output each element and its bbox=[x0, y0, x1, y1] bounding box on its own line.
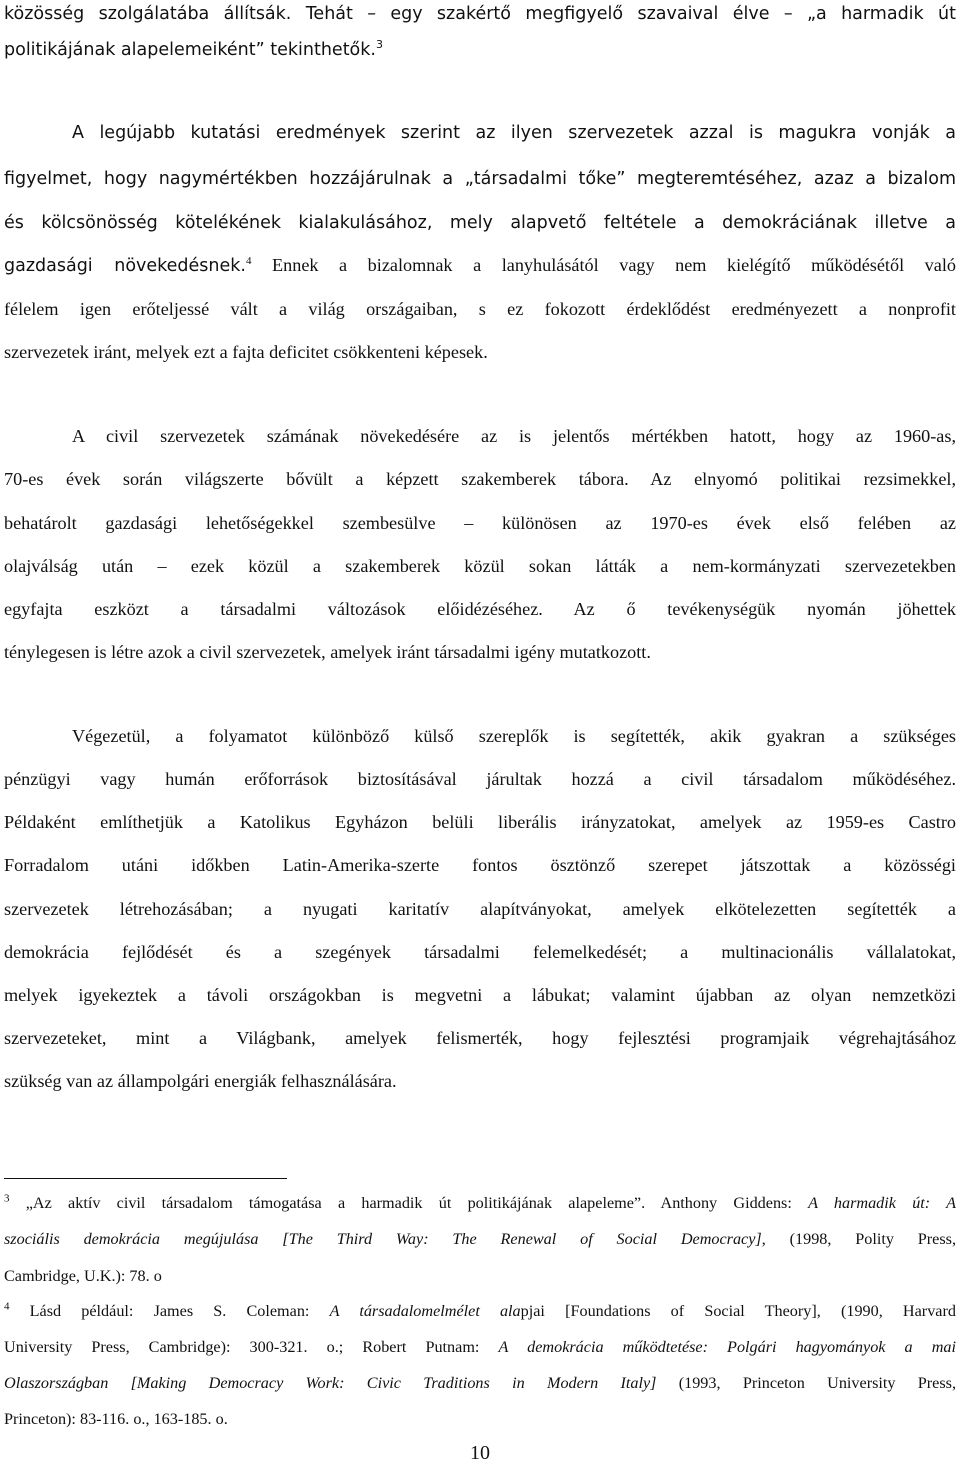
body-line: szükség van az állampolgári energiák felhasználására. bbox=[4, 1071, 397, 1091]
body-line: behatárolt gazdasági lehetőségekkel szembesülve – különösen az 1970-es évek első felében az bbox=[4, 513, 956, 533]
paragraph-first-line: A civil szervezetek számának növekedésére az is jelentős mértékben hatott, hogy az 1960-as, bbox=[72, 426, 956, 446]
body-line: szervezetek létrehozásában; a nyugati karitatív alapítványokat, amelyek elkötelezetten segítették a bbox=[4, 899, 956, 919]
body-line: szervezeteket, mint a Világbank, amelyek felismerték, hogy fejlesztési programjaik végrehajtásához bbox=[4, 1028, 956, 1048]
footnote-ref-3[interactable]: 3 bbox=[375, 38, 383, 52]
footnote-divider bbox=[4, 1178, 287, 1179]
body-line: 70-es évek során világszerte bővült a képzett szakemberek tábora. Az elnyomó politikai rezsimekkel, bbox=[4, 469, 956, 489]
footnote-ref-4[interactable]: 4 bbox=[245, 254, 252, 267]
footnote-line: Olaszországban [Making Democracy Work: Civic Traditions in Modern Italy] (1993, Princeton University Press, bbox=[4, 1374, 956, 1392]
footnote-line: Princeton): 83-116. o., 163-185. o. bbox=[4, 1410, 228, 1428]
footnote-line: Cambridge, U.K.): 78. o bbox=[4, 1267, 162, 1285]
body-line: és kölcsönösség kötelékének kialakulásához, mely alapvető feltétele a demokráciának illetve a bbox=[4, 213, 956, 233]
body-line: félelem igen erőteljessé vált a világ országaiban, s ez fokozott érdeklődést eredményezett a nonprofit bbox=[4, 299, 956, 319]
paragraph-first-line: A legújabb kutatási eredmények szerint az ilyen szervezetek azzal is magukra vonják a bbox=[72, 123, 956, 143]
body-line: szervezetek iránt, melyek ezt a fajta deficitet csökkenteni képesek. bbox=[4, 342, 488, 362]
footnote-line: szociális demokrácia megújulása [The Third Way: The Renewal of Social Democracy], (1998, Polity Press, bbox=[4, 1230, 956, 1248]
body-line: közösség szolgálatába állítsák. Tehát – egy szakértő megfigyelő szavaival élve – „a harmadik út bbox=[4, 4, 956, 24]
footnote-4: $^4$ Lásd például: James S. Coleman: A társadalomelmélet alapjai [Foundations of Social Theory], (1990, Harvard bbox=[4, 1300, 956, 1320]
body-line: Példaként említhetjük a Katolikus Egyházon belüli liberális irányzatokat, amelyek az 1959-es Castro bbox=[4, 812, 956, 832]
paragraph-first-line: Végezetül, a folyamatot különböző külső szereplők is segítették, akik gyakran a szükséges bbox=[72, 726, 956, 746]
footnote-line: University Press, Cambridge): 300-321. o.; Robert Putnam: A demokrácia működtetése: Polgári hagyományok a mai bbox=[4, 1338, 956, 1356]
body-line: egyfajta eszközt a társadalmi változások előidézéséhez. Az ő tevékenységük nyomán jöhettek bbox=[4, 599, 956, 619]
body-line: melyek igyekeztek a távoli országokban is megvetni a lábukat; valamint újabban az olyan nemzetközi bbox=[4, 985, 956, 1005]
body-line: demokrácia fejlődését és a szegények társadalmi felemelkedését; a multinacionális vállalatokat, bbox=[4, 942, 956, 962]
body-line: gazdasági növekedésnek.$^4$ Ennek a bizalomnak a lanyhulásától vagy nem kielégítő működésétől való bbox=[4, 254, 956, 276]
body-line: Forradalom utáni időkben Latin-Amerika-szerte fontos ösztönző szerepet játszottak a közösségi bbox=[4, 855, 956, 875]
footnote-number: 3 bbox=[4, 1192, 10, 1205]
page-number: 10 bbox=[470, 1442, 490, 1464]
footnote-3: $^3$ „Az aktív civil társadalom támogatása a harmadik út politikájának alapeleme”. Anthony Giddens: A harmadik út: A bbox=[4, 1192, 957, 1212]
body-line: ténylegesen is létre azok a civil szervezetek, amelyek iránt társadalmi igény mutatkozott. bbox=[4, 642, 651, 662]
body-line: politikájának alapelemeiként” tekinthetők.$^3$ bbox=[4, 38, 383, 60]
body-line: olajválság után – ezek közül a szakemberek közül sokan látták a nem-kormányzati szervezetekben bbox=[4, 556, 956, 576]
body-line: figyelmet, hogy nagymértékben hozzájárulnak a „társadalmi tőke” megteremtéséhez, azaz a bizalom bbox=[4, 169, 956, 189]
footnote-number: 4 bbox=[4, 1300, 10, 1313]
body-line: pénzügyi vagy humán erőforrások biztosításával járultak hozzá a civil társadalom működéséhez. bbox=[4, 769, 956, 789]
